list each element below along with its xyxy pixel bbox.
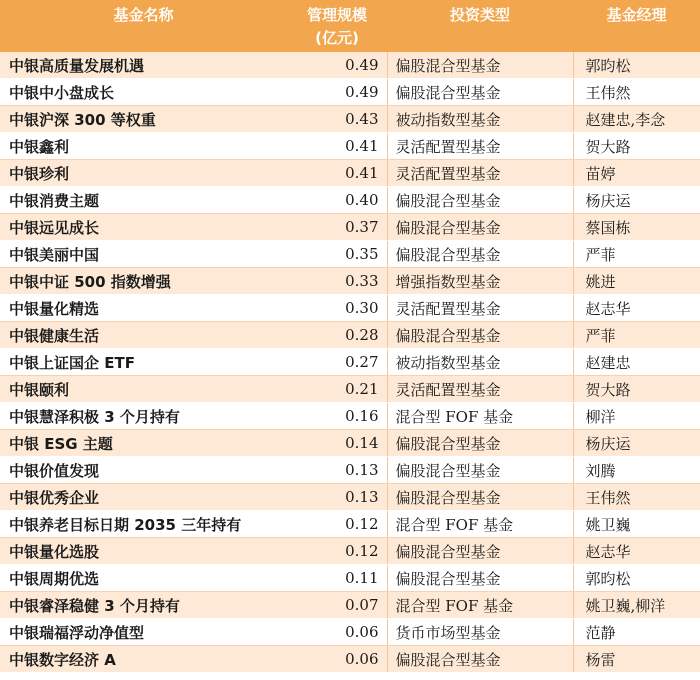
table-row <box>0 349 700 376</box>
fund-manager-cell: 姚卫巍,柳洋 <box>573 592 700 619</box>
table-row <box>0 133 700 160</box>
fund-name-cell: 中银瑞福浮动净值型 <box>0 619 287 646</box>
fund-manager-cell: 赵志华 <box>573 538 700 565</box>
fund-name-cell: 中银中小盘成长 <box>0 79 287 106</box>
table-row <box>0 538 700 565</box>
invest-type-cell: 偏股混合型基金 <box>387 52 573 79</box>
table-row <box>0 79 700 106</box>
invest-type-cell: 被动指数型基金 <box>387 106 573 133</box>
header-invest-type: 投资类型 <box>387 0 573 52</box>
header-fund-name: 基金名称 <box>0 0 287 52</box>
table-row <box>0 160 700 187</box>
table-row <box>0 106 700 133</box>
fund-name-cell: 中银优秀企业 <box>0 484 287 511</box>
fund-manager-cell: 柳洋 <box>573 403 700 430</box>
invest-type-cell: 偏股混合型基金 <box>387 457 573 484</box>
fund-name-cell: 中银周期优选 <box>0 565 287 592</box>
invest-type-cell: 偏股混合型基金 <box>387 565 573 592</box>
fund-name-cell: 中银量化精选 <box>0 295 287 322</box>
invest-type-cell: 偏股混合型基金 <box>387 79 573 106</box>
fund-manager-cell: 赵建忠,李念 <box>573 106 700 133</box>
fund-manager-cell: 严菲 <box>573 322 700 349</box>
table-row <box>0 214 700 241</box>
fund-name-cell: 中银量化选股 <box>0 538 287 565</box>
manage-size-cell: 0.49 <box>287 79 387 106</box>
manage-size-cell: 0.27 <box>287 349 387 376</box>
manage-size-cell: 0.06 <box>287 619 387 646</box>
fund-name-cell: 中银沪深 300 等权重 <box>0 106 287 133</box>
manage-size-cell: 0.16 <box>287 403 387 430</box>
invest-type-cell: 偏股混合型基金 <box>387 538 573 565</box>
manage-size-cell: 0.06 <box>287 646 387 673</box>
invest-type-cell: 偏股混合型基金 <box>387 214 573 241</box>
fund-name-cell: 中银美丽中国 <box>0 241 287 268</box>
fund-manager-cell: 贺大路 <box>573 133 700 160</box>
manage-size-cell: 0.12 <box>287 538 387 565</box>
fund-manager-cell: 范静 <box>573 619 700 646</box>
invest-type-cell: 偏股混合型基金 <box>387 322 573 349</box>
fund-manager-cell: 王伟然 <box>573 484 700 511</box>
manage-size-cell: 0.07 <box>287 592 387 619</box>
fund-name-cell: 中银睿泽稳健 3 个月持有 <box>0 592 287 619</box>
header-manage-size: 管理规模 (亿元) <box>287 0 387 52</box>
invest-type-cell: 偏股混合型基金 <box>387 430 573 457</box>
invest-type-cell: 灵活配置型基金 <box>387 295 573 322</box>
manage-size-cell: 0.37 <box>287 214 387 241</box>
invest-type-cell: 增强指数型基金 <box>387 268 573 295</box>
invest-type-cell: 偏股混合型基金 <box>387 187 573 214</box>
fund-manager-cell: 蔡国栋 <box>573 214 700 241</box>
invest-type-cell: 灵活配置型基金 <box>387 133 573 160</box>
fund-name-cell: 中银 ESG 主题 <box>0 430 287 457</box>
fund-name-cell: 中银鑫利 <box>0 133 287 160</box>
table-row <box>0 403 700 430</box>
invest-type-cell: 偏股混合型基金 <box>387 241 573 268</box>
fund-manager-cell: 杨雷 <box>573 646 700 673</box>
manage-size-cell: 0.41 <box>287 133 387 160</box>
manage-size-cell: 0.13 <box>287 484 387 511</box>
fund-manager-cell: 郭昀松 <box>573 565 700 592</box>
manage-size-cell: 0.49 <box>287 52 387 79</box>
table-header <box>0 0 700 52</box>
manage-size-cell: 0.14 <box>287 430 387 457</box>
fund-name-cell: 中银远见成长 <box>0 214 287 241</box>
fund-manager-cell: 杨庆运 <box>573 187 700 214</box>
table-row <box>0 565 700 592</box>
table-row <box>0 592 700 619</box>
manage-size-cell: 0.41 <box>287 160 387 187</box>
table-row <box>0 430 700 457</box>
manage-size-cell: 0.43 <box>287 106 387 133</box>
fund-name-cell: 中银价值发现 <box>0 457 287 484</box>
fund-manager-cell: 杨庆运 <box>573 430 700 457</box>
fund-manager-cell: 王伟然 <box>573 79 700 106</box>
invest-type-cell: 灵活配置型基金 <box>387 376 573 403</box>
table-row <box>0 484 700 511</box>
fund-name-cell: 中银消费主题 <box>0 187 287 214</box>
invest-type-cell: 被动指数型基金 <box>387 349 573 376</box>
header-fund-manager: 基金经理 <box>573 0 700 52</box>
manage-size-cell: 0.28 <box>287 322 387 349</box>
invest-type-cell: 偏股混合型基金 <box>387 646 573 673</box>
invest-type-cell: 偏股混合型基金 <box>387 484 573 511</box>
invest-type-cell: 混合型 FOF 基金 <box>387 511 573 538</box>
table-row <box>0 268 700 295</box>
fund-manager-cell: 贺大路 <box>573 376 700 403</box>
fund-name-cell: 中银珍利 <box>0 160 287 187</box>
table-body <box>0 52 700 673</box>
manage-size-cell: 0.33 <box>287 268 387 295</box>
fund-manager-cell: 赵建忠 <box>573 349 700 376</box>
table-row <box>0 187 700 214</box>
table-row <box>0 457 700 484</box>
fund-manager-cell: 姚卫巍 <box>573 511 700 538</box>
fund-name-cell: 中银中证 500 指数增强 <box>0 268 287 295</box>
fund-name-cell: 中银慧泽积极 3 个月持有 <box>0 403 287 430</box>
invest-type-cell: 混合型 FOF 基金 <box>387 403 573 430</box>
invest-type-cell: 混合型 FOF 基金 <box>387 592 573 619</box>
invest-type-cell: 货币市场型基金 <box>387 619 573 646</box>
manage-size-cell: 0.35 <box>287 241 387 268</box>
manage-size-cell: 0.21 <box>287 376 387 403</box>
fund-name-cell: 中银上证国企 ETF <box>0 349 287 376</box>
table-row <box>0 646 700 673</box>
fund-name-cell: 中银颐利 <box>0 376 287 403</box>
fund-name-cell: 中银养老目标日期 2035 三年持有 <box>0 511 287 538</box>
fund-manager-cell: 刘腾 <box>573 457 700 484</box>
manage-size-cell: 0.40 <box>287 187 387 214</box>
manage-size-cell: 0.12 <box>287 511 387 538</box>
table-row <box>0 619 700 646</box>
fund-name-cell: 中银健康生活 <box>0 322 287 349</box>
invest-type-cell: 灵活配置型基金 <box>387 160 573 187</box>
table-row <box>0 52 700 79</box>
manage-size-cell: 0.30 <box>287 295 387 322</box>
table-row <box>0 376 700 403</box>
table-row <box>0 241 700 268</box>
manage-size-cell: 0.11 <box>287 565 387 592</box>
fund-manager-cell: 赵志华 <box>573 295 700 322</box>
fund-manager-cell: 郭昀松 <box>573 52 700 79</box>
fund-name-cell: 中银高质量发展机遇 <box>0 52 287 79</box>
fund-manager-cell: 严菲 <box>573 241 700 268</box>
manage-size-cell: 0.13 <box>287 457 387 484</box>
table-row <box>0 511 700 538</box>
fund-manager-cell: 姚进 <box>573 268 700 295</box>
fund-manager-cell: 苗婷 <box>573 160 700 187</box>
fund-name-cell: 中银数字经济 A <box>0 646 287 673</box>
table-row <box>0 322 700 349</box>
table-row <box>0 295 700 322</box>
header-row <box>0 0 700 52</box>
